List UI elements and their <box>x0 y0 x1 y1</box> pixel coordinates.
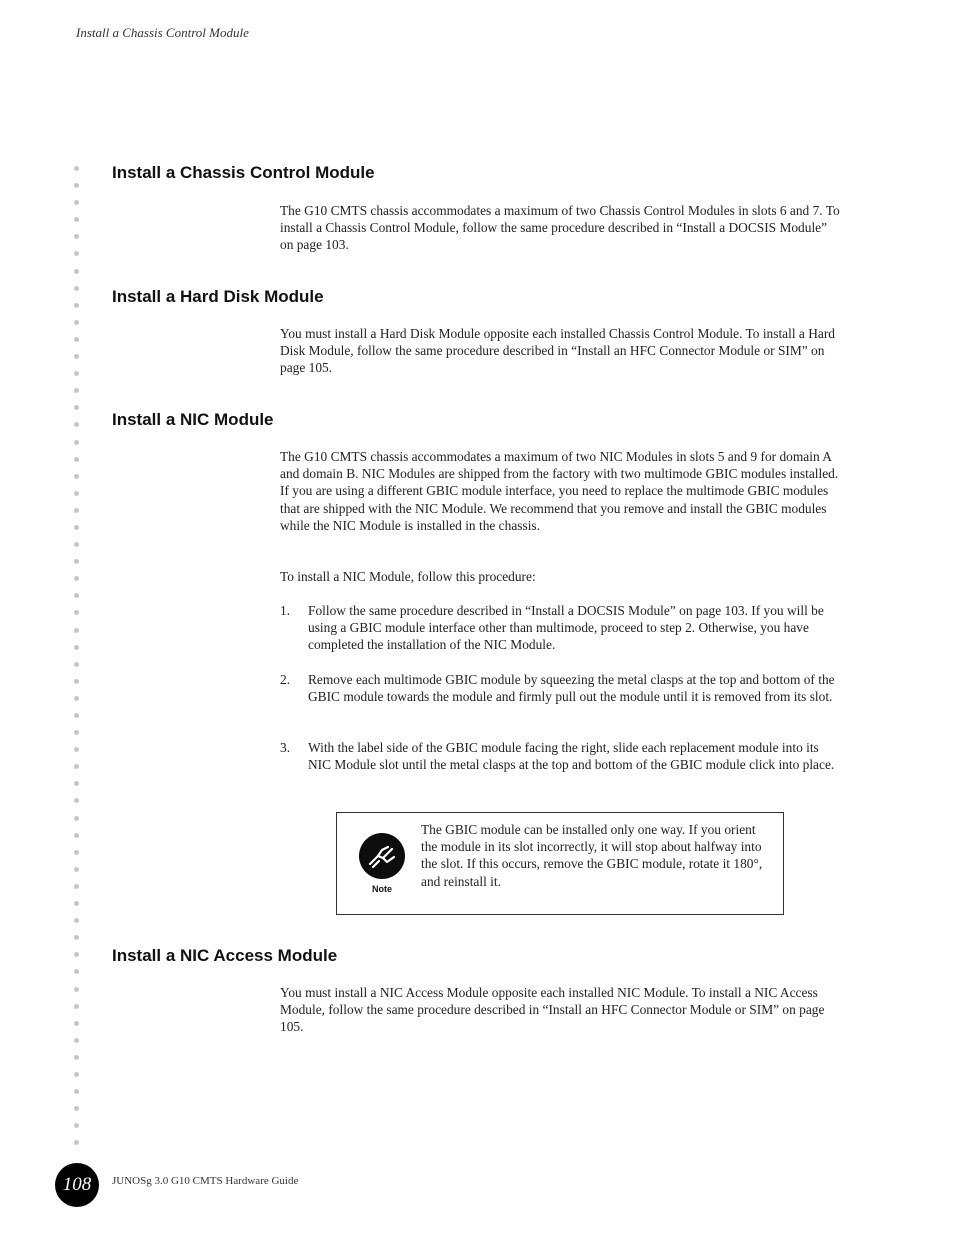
margin-dot <box>74 696 79 701</box>
paragraph-chassis-control: The G10 CMTS chassis accommodates a maximum of two Chassis Control Modules in slots 6 and 7. To install a Chassis Control Module, follow the same procedure described in “Install a DOCSIS Module” on page 103. <box>280 203 840 253</box>
margin-dot <box>74 1089 79 1094</box>
margin-dot <box>74 798 79 803</box>
note-label: Note <box>372 884 392 894</box>
paragraph-nic-intro: The G10 CMTS chassis accommodates a maximum of two NIC Modules in slots 5 and 9 for domain A and domain B. NIC Modules are shipped from the factory with two multimode GBIC modules installed. If you are using a different GBIC module interface, you need to replace the multimode GBIC modules that are shipped with the NIC Module. We recommend that you remove and install the GBIC modules while the NIC Module is installed in the chassis. <box>280 449 839 533</box>
margin-dot <box>74 269 79 274</box>
margin-dot <box>74 251 79 256</box>
margin-dot <box>74 884 79 889</box>
margin-dot <box>74 867 79 872</box>
margin-dot <box>74 935 79 940</box>
section-heading-chassis-control: Install a Chassis Control Module <box>112 163 375 182</box>
margin-dot <box>74 559 79 564</box>
hand-note-icon <box>359 833 405 879</box>
margin-dot <box>74 645 79 650</box>
margin-dot <box>74 1140 79 1145</box>
margin-dot <box>74 354 79 359</box>
margin-dot <box>74 1038 79 1043</box>
margin-dot <box>74 200 79 205</box>
page-number-badge: 108 <box>55 1163 99 1207</box>
section-heading-nic-access: Install a NIC Access Module <box>112 946 338 965</box>
margin-dot <box>74 918 79 923</box>
margin-dot <box>74 1072 79 1077</box>
margin-dot <box>74 388 79 393</box>
margin-dot <box>74 542 79 547</box>
margin-dot <box>74 440 79 445</box>
margin-dot <box>74 1055 79 1060</box>
step-text: Follow the same procedure described in “Install a DOCSIS Module” on page 103. If you will be using a GBIC module interface other than multimode, proceed to step 2. Otherwise, you have completed the installation of the NIC Module. <box>308 603 824 653</box>
margin-dot <box>74 576 79 581</box>
footer-book-title: JUNOSg 3.0 G10 CMTS Hardware Guide <box>112 1175 299 1187</box>
margin-dot <box>74 952 79 957</box>
margin-dot <box>74 781 79 786</box>
margin-dot <box>74 662 79 667</box>
margin-dot <box>74 1123 79 1128</box>
margin-dot <box>74 610 79 615</box>
section-heading-hard-disk: Install a Hard Disk Module <box>112 287 324 306</box>
margin-dot <box>74 183 79 188</box>
margin-dot <box>74 474 79 479</box>
margin-dot <box>74 371 79 376</box>
margin-dot <box>74 422 79 427</box>
margin-dot <box>74 816 79 821</box>
step-number: 1. <box>280 603 291 618</box>
section-heading-nic-module: Install a NIC Module <box>112 410 274 429</box>
paragraph-nic-procedure-lead: To install a NIC Module, follow this procedure: <box>280 569 536 584</box>
paragraph-hard-disk: You must install a Hard Disk Module opposite each installed Chassis Control Module. To install a Hard Disk Module, follow the same procedure described in “Install an HFC Connector Module or SIM” on page 105. <box>280 326 835 376</box>
margin-dot <box>74 969 79 974</box>
margin-dot <box>74 628 79 633</box>
margin-dot <box>74 217 79 222</box>
running-header: Install a Chassis Control Module <box>76 25 249 40</box>
margin-dot <box>74 901 79 906</box>
margin-dot <box>74 525 79 530</box>
margin-dot <box>74 491 79 496</box>
margin-dot <box>74 713 79 718</box>
margin-dot <box>74 730 79 735</box>
margin-dot <box>74 303 79 308</box>
margin-dot <box>74 1021 79 1026</box>
margin-dot <box>74 1004 79 1009</box>
note-text: The GBIC module can be installed only one way. If you orient the module in its slot incorrectly, it will stop about halfway into the slot. If this occurs, remove the GBIC module, rotate it 180°, and reinstall it. <box>421 822 763 889</box>
note-callout <box>336 812 784 915</box>
margin-dot <box>74 833 79 838</box>
margin-dot <box>74 850 79 855</box>
margin-dot <box>74 508 79 513</box>
margin-dot <box>74 337 79 342</box>
step-number: 2. <box>280 672 291 687</box>
margin-dot <box>74 987 79 992</box>
margin-dot <box>74 320 79 325</box>
margin-dot <box>74 405 79 410</box>
paragraph-nic-access: You must install a NIC Access Module opposite each installed NIC Module. To install a NIC Access Module, follow the same procedure described in “Install an HFC Connector Module or SIM” on page 105. <box>280 985 825 1035</box>
step-text: With the label side of the GBIC module facing the right, slide each replacement module into its NIC Module slot until the metal clasps at the top and bottom of the GBIC module click into place. <box>308 740 835 773</box>
margin-dot <box>74 166 79 171</box>
margin-dot <box>74 457 79 462</box>
step-number: 3. <box>280 740 291 755</box>
margin-dot <box>74 234 79 239</box>
margin-dot <box>74 286 79 291</box>
step-text: Remove each multimode GBIC module by squeezing the metal clasps at the top and bottom of the GBIC module towards the module and firmly pull out the module until it is removed from its slot. <box>308 672 835 705</box>
margin-dot <box>74 1106 79 1111</box>
margin-dot <box>74 764 79 769</box>
margin-dot <box>74 747 79 752</box>
margin-dot <box>74 679 79 684</box>
margin-dot <box>74 593 79 598</box>
margin-dot-rule <box>74 166 82 1157</box>
